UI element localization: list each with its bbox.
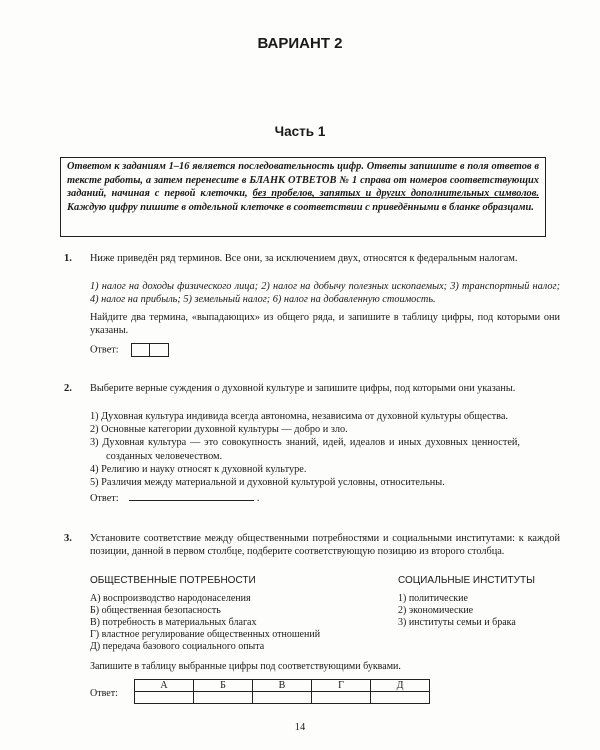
task3-left-item: А) воспроизводство народонаселения <box>90 593 251 604</box>
task1-question: Найдите два термина, «выпадающих» из общего ряда, и запишите в таблицу цифры, под которыми они указаны. <box>90 312 560 337</box>
task3-answer-cell[interactable] <box>253 692 312 704</box>
task2-option: 1) Духовная культура индивида всегда автономна, независима от духовной культуры общества. <box>90 411 508 422</box>
task3-left-item: Г) властное регулирование общественных отношений <box>90 629 321 640</box>
page-number: 14 <box>294 722 306 733</box>
task2-option: 5) Различия между материальной и духовной культурой условны, относительны. <box>90 477 445 489</box>
task3-answer-table <box>134 679 430 704</box>
task2-answer-line[interactable] <box>129 490 254 501</box>
task2-options <box>90 410 520 489</box>
task3-number: 3. <box>64 533 72 544</box>
task3-intro: Установите соответствие между общественными потребностями и социальными институтами: к каждой позиции, данной в первом столбце, подберите соответствующую позицию из второго столбца. <box>90 533 560 558</box>
task3-table-instruction: Запишите в таблицу выбранные цифры под соответствующими буквами. <box>90 661 401 672</box>
variant-title: ВАРИАНТ 2 <box>257 35 343 52</box>
task3-left-heading: ОБЩЕСТВЕННЫЕ ПОТРЕБНОСТИ <box>90 575 256 586</box>
part-title: Часть 1 <box>274 124 326 139</box>
task1-terms: 1) налог на доходы физического лица; 2) налог на добычу полезных ископаемых; 3) транспортный налог; 4) налог на прибыль; 5) земельный налог; 6) налог на добавленную стоимость. <box>90 281 560 306</box>
task3-letter: В <box>253 680 312 692</box>
task3-answer-cell[interactable] <box>194 692 253 704</box>
instruction-underlined: без пробелов, запятых и других дополнительных символов. <box>252 188 539 200</box>
task3-left-item: Б) общественная безопасность <box>90 605 221 616</box>
task3-answer-cell[interactable] <box>371 692 430 704</box>
task3-right-item: 2) экономические <box>398 605 474 616</box>
task3-right-heading: СОЦИАЛЬНЫЕ ИНСТИТУТЫ <box>398 575 535 586</box>
task3-answer-row <box>135 692 430 704</box>
task1-answer <box>90 343 169 357</box>
task3-letter: Д <box>371 680 430 692</box>
task3-left-list <box>90 593 380 653</box>
task3-left-item: В) потребность в материальных благах <box>90 617 257 628</box>
task2-answer-end: . <box>256 493 260 504</box>
task3-letter-row <box>135 680 430 692</box>
task3-right-item: 3) институты семьи и брака <box>398 617 516 628</box>
task3-right-list <box>398 593 568 629</box>
task3-left-item: Д) передача базового социального опыта <box>90 641 265 652</box>
task3-answer-cell[interactable] <box>135 692 194 704</box>
task1-number: 1. <box>64 253 72 264</box>
task1-answer-cells[interactable] <box>131 343 169 357</box>
task3-letter: А <box>135 680 194 692</box>
task3-answer-label: Ответ: <box>90 688 118 699</box>
task3-letter: Г <box>312 680 371 692</box>
task2-answer <box>90 490 259 505</box>
task1-answer-label: Ответ: <box>90 344 119 356</box>
instruction-tail: Каждую цифру пишите в отдельной клеточке в соответствии с приведёнными в бланке образцами. <box>67 201 534 213</box>
task2-number: 2. <box>64 383 72 394</box>
instruction-box <box>60 157 546 237</box>
task1-intro: Ниже приведён ряд терминов. Все они, за исключением двух, относятся к федеральным налогам. <box>90 253 518 264</box>
task2-intro: Выберите верные суждения о духовной культуре и запишите цифры, под которыми они указаны. <box>90 383 516 394</box>
task2-option: 4) Религию и науку относят к духовной культуре. <box>90 463 307 475</box>
task2-answer-label: Ответ: <box>90 493 119 504</box>
task3-right-item: 1) политические <box>398 593 468 604</box>
task2-option: 3) Духовная культура — это совокупность знаний, идей, идеалов и иных духовных ценностей, созданных человечеством. <box>90 437 520 462</box>
instruction-lead: Ответом к заданиям 1–16 является последовательность цифр. Ответы запишите в поля ответов в тексте работы, а затем перенесите в БЛАНК ОТВЕТОВ № 1 справа от номеров соответствующих заданий, начиная с первой клеточки, <box>67 161 539 200</box>
task2-option: 2) Основные категории духовной культуры — добро и зло. <box>90 424 348 436</box>
task3-answer-cell[interactable] <box>312 692 371 704</box>
task3-letter: Б <box>194 680 253 692</box>
